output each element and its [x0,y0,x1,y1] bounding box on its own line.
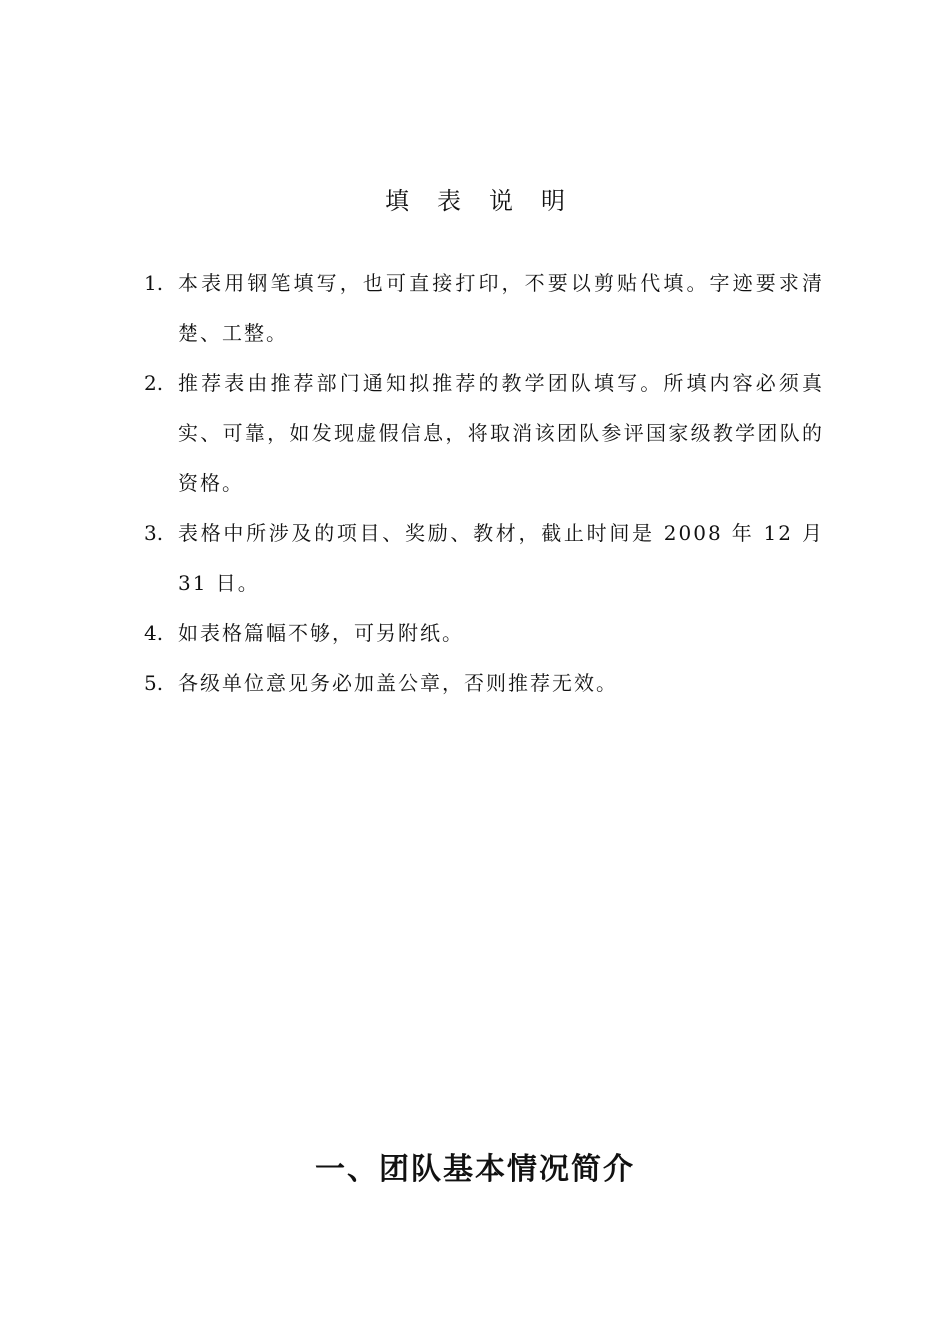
instruction-item [144,358,824,508]
instruction-text: 各级单位意见务必加盖公章，否则推荐无效。 [178,671,618,695]
instruction-item [144,658,824,708]
instruction-number: 1. [144,271,164,295]
instruction-item [144,258,824,358]
instructions-list [144,258,824,708]
instruction-text: 本表用钢笔填写，也可直接打印，不要以剪贴代填。字迹要求清楚、工整。 [178,271,824,345]
instruction-text: 推荐表由推荐部门通知拟推荐的教学团队填写。所填内容必须真实、可靠，如发现虚假信息，将取消该团队参评国家级教学团队的资格。 [178,371,824,495]
section-heading: 一、团队基本情况简介 [315,1152,635,1187]
instruction-text: 如表格篇幅不够，可另附纸。 [178,621,464,645]
instruction-number: 4. [144,621,164,645]
instruction-item [144,508,824,608]
instructions-title: 填表说明 [385,187,593,215]
instruction-number: 5. [144,671,164,695]
instruction-text: 表格中所涉及的项目、奖励、教材，截止时间是 2008 年 12 月 31 日。 [178,521,824,595]
instruction-item [144,608,824,658]
instruction-number: 3. [144,521,164,545]
instruction-number: 2. [144,371,164,395]
